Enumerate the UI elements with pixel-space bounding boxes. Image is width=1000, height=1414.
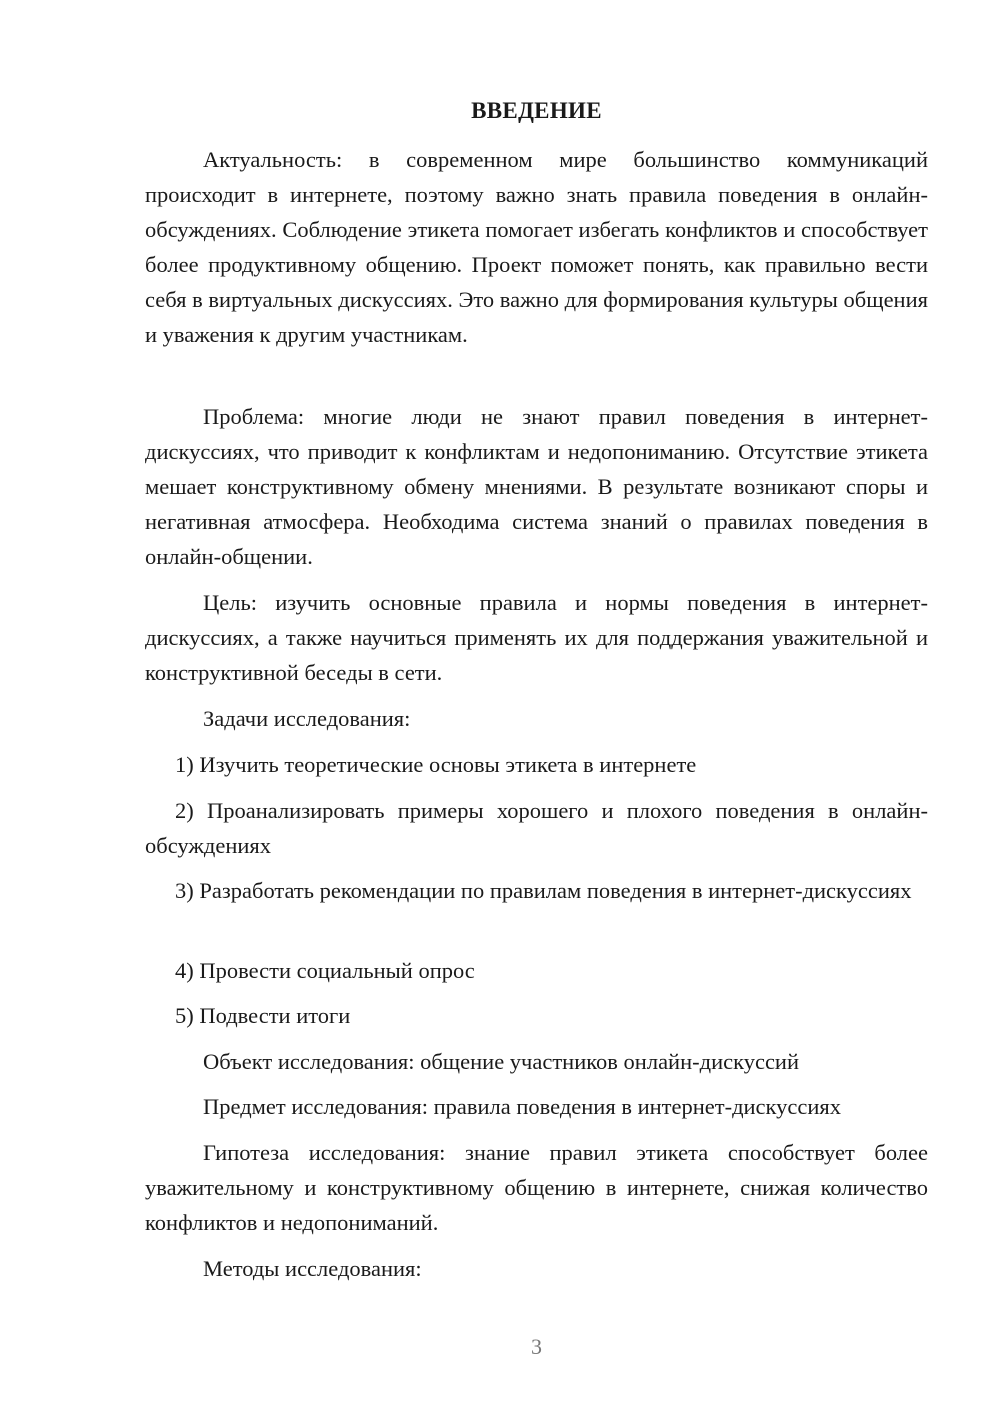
problem-paragraph: Проблема: многие люди не знают правил поведения в интернет-дискуссиях, что приводит к конфликтам и недопониманию. Отсутствие этикета мешает конструктивному обмену мнениями. В результате возникают споры и негативная атмосфера. Необходима система знаний о правилах поведения в онлайн-общении.: [145, 404, 928, 569]
task-item-5: 5) Подвести итоги: [175, 1003, 351, 1028]
subject-paragraph: Предмет исследования: правила поведения в интернет-дискуссиях: [203, 1094, 842, 1119]
object-paragraph: Объект исследования: общение участников онлайн-дискуссий: [203, 1049, 800, 1074]
task-item-4: 4) Провести социальный опрос: [175, 958, 475, 983]
task-item-1: 1) Изучить теоретические основы этикета в интернете: [175, 752, 697, 777]
task-item-2: 2) Проанализировать примеры хорошего и плохого поведения в онлайн-обсуждениях: [145, 798, 928, 858]
hypothesis-paragraph: Гипотеза исследования: знание правил этикета способствует более уважительному и конструктивному общению в интернете, снижая количество конфликтов и недопониманий.: [145, 1140, 928, 1235]
goal-paragraph: Цель: изучить основные правила и нормы поведения в интернет-дискуссиях, а также научиться применять их для поддержания уважительной и конструктивной беседы в сети.: [145, 590, 928, 685]
relevance-paragraph: Актуальность: в современном мире большинство коммуникаций происходит в интернете, поэтому важно знать правила поведения в онлайн-обсуждениях. Соблюдение этикета помогает избегать конфликтов и способствует более продуктивному общению. Проект поможет понять, как правильно вести себя в виртуальных дискуссиях. Это важно для формирования культуры общения и уважения к другим участникам.: [145, 147, 928, 347]
task-item-3: 3) Разработать рекомендации по правилам поведения в интернет-дискуссиях: [175, 878, 912, 903]
page-title: ВВЕДЕНИЕ: [471, 98, 602, 123]
tasks-heading: Задачи исследования:: [203, 706, 411, 731]
page-number: 3: [531, 1334, 542, 1359]
methods-heading: Методы исследования:: [203, 1256, 422, 1281]
